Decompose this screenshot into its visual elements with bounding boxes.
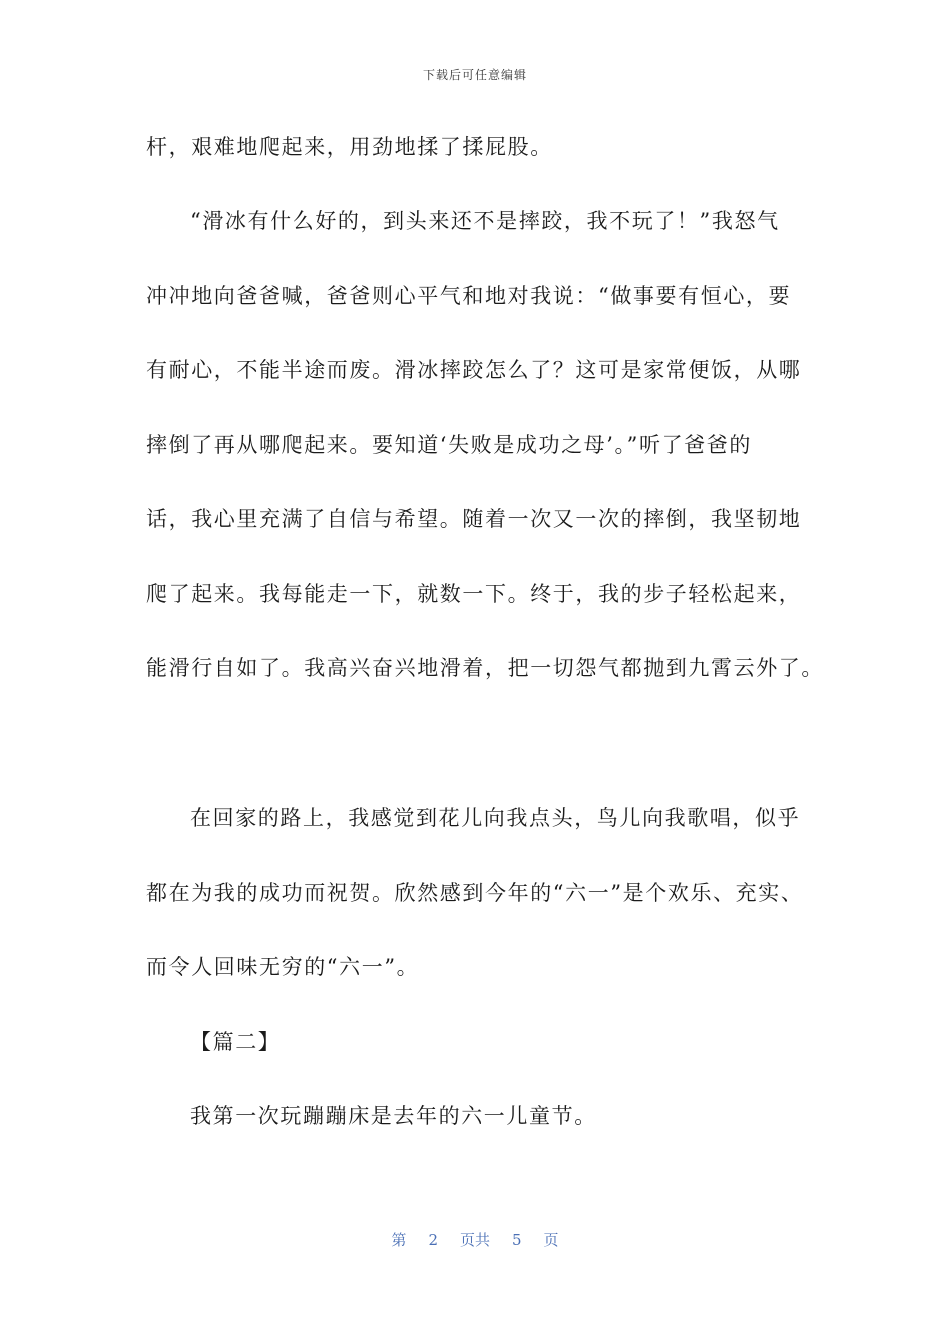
section-heading: 【篇二】 <box>190 1030 281 1054</box>
text-line: “滑冰有什么好的，到头来还不是摔跤，我不玩了！”我怒气 <box>190 209 780 233</box>
total-pages-number: 5 <box>512 1231 522 1249</box>
footer-middle: 页共 <box>459 1231 490 1249</box>
page-header: 下载后可任意编辑 <box>422 68 527 82</box>
footer-suffix: 页 <box>543 1231 559 1249</box>
text-line: 杆，艰难地爬起来，用劲地揉了揉屁股。 <box>146 135 553 159</box>
current-page-number: 2 <box>428 1231 438 1249</box>
text-line: 爬了起来。我每能走一下，就数一下。终于，我的步子轻松起来， <box>146 582 802 606</box>
text-line: 话，我心里充满了自信与希望。随着一次又一次的摔倒，我坚韧地 <box>146 507 802 531</box>
page-footer <box>0 1229 950 1250</box>
text-line: 我第一次玩蹦蹦床是去年的六一儿童节。 <box>190 1104 597 1128</box>
text-line: 冲冲地向爸爸喊，爸爸则心平气和地对我说：“做事要有恒心，要 <box>146 284 792 308</box>
text-line: 摔倒了再从哪爬起来。要知道‘失败是成功之母’。”听了爸爸的 <box>146 433 752 457</box>
text-line: 能滑行自如了。我高兴奋兴地滑着，把一切怨气都抛到九霄云外了。 <box>146 656 824 680</box>
text-line: 都在为我的成功而祝贺。欣然感到今年的“六一”是个欢乐、充实、 <box>146 881 804 905</box>
footer-prefix: 第 <box>391 1231 407 1249</box>
text-line: 而令人回味无穷的“六一”。 <box>146 955 420 979</box>
text-line: 在回家的路上，我感觉到花儿向我点头，鸟儿向我歌唱，似乎 <box>190 806 801 830</box>
text-line: 有耐心，不能半途而废。滑冰摔跤怎么了？这可是家常便饭，从哪 <box>146 358 802 382</box>
